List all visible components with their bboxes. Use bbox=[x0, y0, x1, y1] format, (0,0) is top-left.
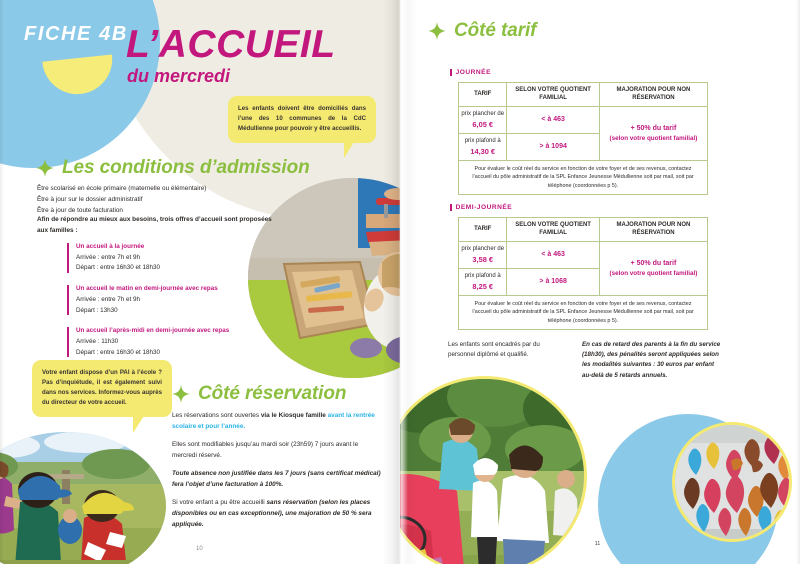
offer-title: Un accueil l’après-midi en demi-journée avec repas bbox=[76, 327, 230, 335]
page-edge-right bbox=[796, 0, 800, 564]
table-header-majoration: MAJORATION POUR NON RÉSERVATION bbox=[599, 83, 707, 107]
bubble-tail bbox=[133, 416, 144, 433]
table-note-row bbox=[459, 161, 708, 195]
section-heading-tarif bbox=[428, 20, 536, 42]
page-edge-left bbox=[0, 0, 4, 564]
page-number-left: 10 bbox=[196, 546, 203, 552]
reservation-paragraph-1 bbox=[172, 410, 382, 432]
table-note-text: Pour évaluer le coût réel du service en fonction de votre foyer et de ses revenus, contactez l’accueil du pôle administratif de la SPL Enfance Jeunesse Médullienne soit par mail, soit par téléphone (coordonnées p 5). bbox=[472, 301, 694, 324]
reservation-body bbox=[172, 410, 382, 537]
page-subtitle: du mercredi bbox=[127, 66, 231, 86]
table-header-row bbox=[459, 83, 708, 107]
photo-children-tent bbox=[400, 376, 587, 564]
bubble-tail bbox=[344, 142, 354, 158]
page-number-right: 11 bbox=[591, 537, 604, 550]
table-row bbox=[459, 106, 708, 133]
cell-majoration bbox=[599, 241, 707, 295]
cell-tarif-plafond bbox=[459, 133, 507, 160]
tarif-value: 14,30 € bbox=[470, 146, 496, 156]
tarif-name: prix plafond à bbox=[464, 137, 501, 144]
note-penalites-retard: En cas de retard des parents à la fin du service (18h30), des pénalités seront appliquées selon les modalités suivantes : 30 euros par enfant au-delà de 5 retards annuels. bbox=[582, 341, 721, 379]
cell-tarif-plafond bbox=[459, 268, 507, 295]
reservation-p4-plain: Si votre enfant a pu être accueilli bbox=[172, 499, 267, 507]
table-header-majoration: MAJORATION POUR NON RÉSERVATION bbox=[599, 218, 707, 242]
table-header-quotient: SELON VOTRE QUOTIENT FAMILIAL bbox=[507, 218, 599, 242]
admission-criterion: Être à jour de toute facturation bbox=[37, 207, 123, 215]
table-note-text: Pour évaluer le coût réel du service en fonction de votre foyer et de ses revenus, contactez l’accueil du pôle administratif de la SPL Enfance Jeunesse Médullienne soit par mail, soit par téléphone (coordonnées p 5). bbox=[472, 166, 694, 189]
tarif-value: 3,58 € bbox=[472, 254, 493, 264]
table-header-tarif: TARIF bbox=[459, 218, 507, 242]
photo-children-tent-image bbox=[400, 379, 587, 564]
offer-arrival: Arrivée : entre 7h et 9h bbox=[76, 295, 141, 303]
cell-quotient-high: > à 1068 bbox=[507, 268, 599, 295]
majoration-value: + 50% du tarif bbox=[630, 259, 677, 267]
reservation-paragraph-4 bbox=[172, 497, 382, 530]
table-row bbox=[459, 241, 708, 268]
offer-title: Un accueil le matin en demi-journée avec repas bbox=[76, 285, 218, 293]
fiche-badge: FICHE 4B bbox=[24, 23, 128, 45]
tarif-table-demi-journee bbox=[458, 217, 708, 330]
cell-tarif-plancher bbox=[459, 241, 507, 268]
callout-bubble-domiciliation bbox=[228, 96, 376, 143]
photo-children-outdoor-image bbox=[0, 432, 166, 564]
admission-offers bbox=[67, 242, 317, 368]
offer-arrival: Arrivée : 11h30 bbox=[76, 337, 119, 345]
cell-quotient-high: > à 1094 bbox=[507, 133, 599, 160]
cell-majoration bbox=[599, 106, 707, 160]
table-header-tarif: TARIF bbox=[459, 83, 507, 107]
callout-bubble-domiciliation-text: Les enfants doivent être domiciliés dans l’une des 10 communes de la CdC Médullienne pour pouvoir y être accueillis. bbox=[238, 105, 366, 133]
tarif-table-journee bbox=[458, 82, 708, 195]
table-label-journee: JOURNÉE bbox=[450, 69, 491, 76]
table-label-demi-journee: DEMI-JOURNÉE bbox=[450, 204, 512, 211]
cell-table-note bbox=[459, 296, 708, 330]
section-heading-tarif-label: Côté tarif bbox=[454, 20, 537, 41]
tarif-name: prix plancher de bbox=[461, 110, 505, 117]
cell-tarif-plancher bbox=[459, 106, 507, 133]
admission-intro-text: Afin de répondre au mieux aux besoins, trois offres d’accueil sont proposées aux familles : bbox=[37, 216, 272, 235]
section-heading-admission bbox=[36, 157, 310, 179]
reservation-p4-emphasis: sans réservation (selon les places disponibles ou en cas exceptionnel), une majoration de 50 % sera appliquée. bbox=[172, 499, 372, 529]
callout-bubble-pai-text: Votre enfant dispose d’un PAI à l’école ? Pas d’inquiétude, il est également suivi dans nos services. Informez-vous auprès du directeur de votre accueil. bbox=[42, 369, 162, 407]
reservation-paragraph-3: Toute absence non justifiée dans les 7 jours (sans certificat médical) fera l’objet d’une facturation à 100%. bbox=[172, 470, 381, 489]
right-page bbox=[400, 0, 800, 564]
tarif-value: 6,05 € bbox=[472, 119, 493, 129]
reservation-p1-highlight: avant la rentrée scolaire et pour l’année. bbox=[172, 412, 375, 431]
tarif-name: prix plafond à bbox=[464, 272, 501, 279]
admission-criterion: Être scolarisé en école primaire (maternelle ou élémentaire) bbox=[37, 185, 207, 192]
offer-item bbox=[67, 242, 317, 274]
photo-hearts-artwork bbox=[672, 422, 792, 542]
offer-title: Un accueil à la journée bbox=[76, 243, 145, 250]
reservation-paragraph-2: Elles sont modifiables jusqu’au mardi soir (23h59) 7 jours avant le mercredi réservé. bbox=[172, 441, 359, 460]
section-heading-reservation bbox=[172, 383, 346, 405]
note-personnel-qualifie: Les enfants sont encadrés par du personnel diplômé et qualifié. bbox=[448, 341, 540, 359]
offer-item bbox=[67, 326, 317, 358]
admission-criteria-list bbox=[37, 183, 267, 216]
sparkle-icon bbox=[428, 22, 446, 40]
offer-departure: Départ : entre 16h30 et 18h30 bbox=[76, 348, 161, 356]
sparkle-icon bbox=[36, 159, 54, 177]
callout-bubble-pai bbox=[32, 360, 172, 417]
offer-departure: Départ : entre 16h30 et 18h30 bbox=[76, 264, 161, 272]
table-note-row bbox=[459, 296, 708, 330]
cell-quotient-low: < à 463 bbox=[507, 241, 599, 268]
tarif-name: prix plancher de bbox=[461, 245, 505, 252]
sparkle-icon bbox=[172, 385, 190, 403]
reservation-p1-bold: via le Kiosque famille bbox=[260, 412, 326, 419]
section-heading-reservation-label: Côté réservation bbox=[198, 383, 347, 404]
table-header-row bbox=[459, 218, 708, 242]
offer-item bbox=[67, 284, 317, 316]
majoration-note: (selon votre quotient familial) bbox=[609, 135, 698, 143]
majoration-note: (selon votre quotient familial) bbox=[609, 270, 698, 278]
cell-table-note bbox=[459, 161, 708, 195]
photo-children-outdoor bbox=[0, 432, 166, 564]
cell-quotient-low: < à 463 bbox=[507, 106, 599, 133]
offer-arrival: Arrivée : entre 7h et 9h bbox=[76, 253, 141, 261]
tarif-value: 8,25 € bbox=[472, 281, 493, 291]
table-header-quotient: SELON VOTRE QUOTIENT FAMILIAL bbox=[507, 83, 599, 107]
offer-departure: Départ : 13h30 bbox=[76, 306, 118, 314]
admission-criterion: Être à jour sur le dossier administratif bbox=[37, 196, 143, 204]
page-title: L’ACCUEIL bbox=[126, 23, 336, 66]
section-heading-admission-label: Les conditions d’admission bbox=[62, 157, 310, 178]
reservation-p1-plain: Les réservations sont ouvertes bbox=[172, 412, 261, 419]
majoration-value: + 50% du tarif bbox=[630, 124, 677, 132]
